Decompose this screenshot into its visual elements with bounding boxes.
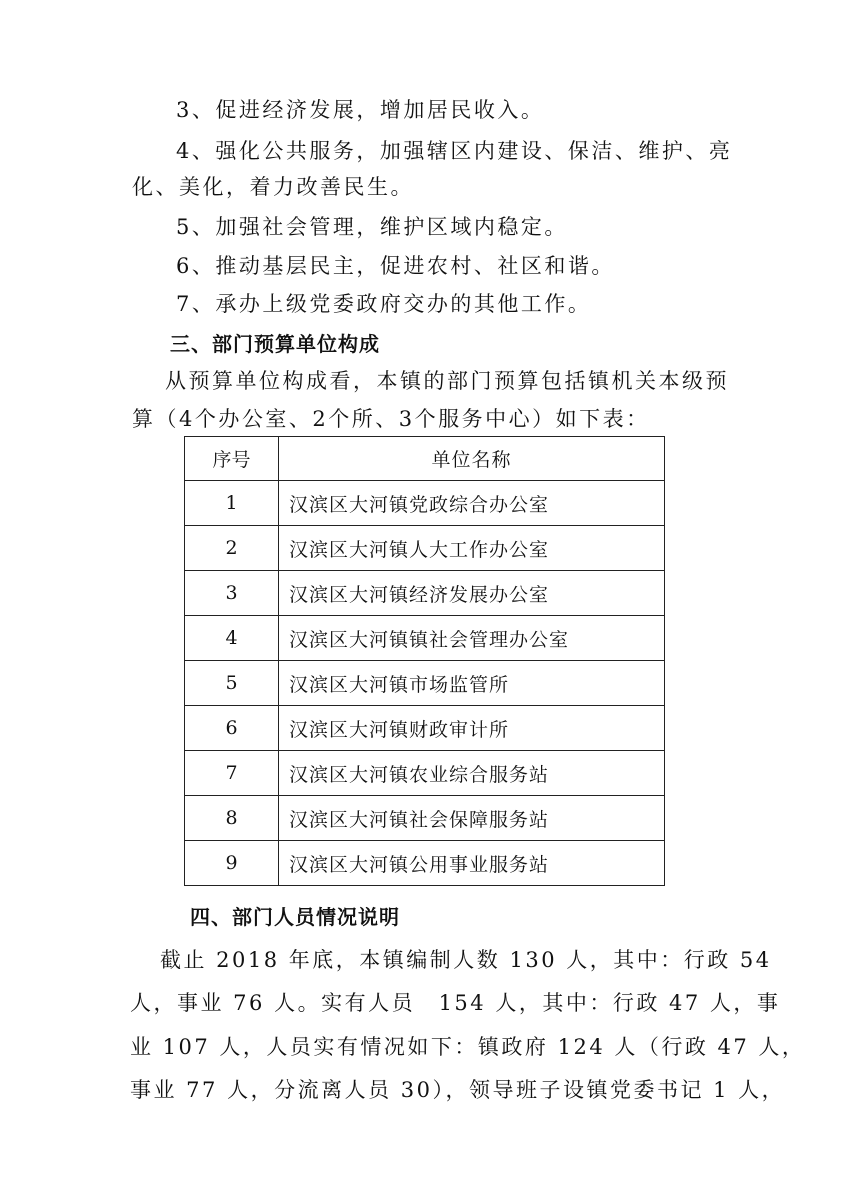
unit-name: 汉滨区大河镇镇社会管理办公室 <box>279 616 665 661</box>
row-number: 3 <box>185 571 279 616</box>
row-number: 5 <box>185 661 279 706</box>
row-number: 4 <box>185 616 279 661</box>
paragraph-item-4: 4、强化公共服务，加强辖区内建设、保洁、维护、亮 <box>176 139 733 163</box>
unit-name: 汉滨区大河镇市场监管所 <box>279 661 665 706</box>
row-number: 2 <box>185 526 279 571</box>
section4-line3: 业 107 人，人员实有情况如下：镇政府 124 人（行政 47 人， <box>130 1035 806 1059</box>
paragraph-item-6: 6、推动基层民主，促进农村、社区和谐。 <box>176 254 615 278</box>
paragraph-item-7: 7、承办上级党委政府交办的其他工作。 <box>176 292 592 316</box>
table-header-no: 序号 <box>185 437 279 481</box>
section-heading-3: 三、部门预算单位构成 <box>170 332 380 356</box>
section4-line4: 事业 77 人，分流离人员 30），领导班子设镇党委书记 1 人， <box>130 1078 786 1102</box>
table-row <box>185 796 665 841</box>
unit-name: 汉滨区大河镇党政综合办公室 <box>279 481 665 526</box>
section3-intro-line2: 算（4个办公室、2个所、3个服务中心）如下表： <box>132 407 650 431</box>
paragraph-item-4-continued: 化、美化，着力改善民生。 <box>132 175 414 199</box>
section3-intro-line1: 从预算单位构成看，本镇的部门预算包括镇机关本级预 <box>165 369 729 393</box>
section-heading-4: 四、部门人员情况说明 <box>190 905 400 929</box>
row-number: 8 <box>185 796 279 841</box>
unit-name: 汉滨区大河镇社会保障服务站 <box>279 796 665 841</box>
section4-line1: 截止 2018 年底，本镇编制人数 130 人，其中：行政 54 <box>160 948 772 972</box>
unit-name: 汉滨区大河镇公用事业服务站 <box>279 841 665 886</box>
row-number: 1 <box>185 481 279 526</box>
unit-name: 汉滨区大河镇农业综合服务站 <box>279 751 665 796</box>
table-row <box>185 841 665 886</box>
table-row <box>185 481 665 526</box>
budget-units-table <box>184 436 665 886</box>
paragraph-item-5: 5、加强社会管理，维护区域内稳定。 <box>176 215 568 239</box>
table-row <box>185 706 665 751</box>
paragraph-item-3: 3、促进经济发展，增加居民收入。 <box>176 98 545 122</box>
unit-name: 汉滨区大河镇财政审计所 <box>279 706 665 751</box>
table-row <box>185 616 665 661</box>
table-row <box>185 526 665 571</box>
row-number: 6 <box>185 706 279 751</box>
table-row <box>185 661 665 706</box>
section4-line2: 人，事业 76 人。实有人员 154 人，其中：行政 47 人，事 <box>130 991 781 1015</box>
table-row <box>185 751 665 796</box>
unit-name: 汉滨区大河镇经济发展办公室 <box>279 571 665 616</box>
unit-name: 汉滨区大河镇人大工作办公室 <box>279 526 665 571</box>
table-header-name: 单位名称 <box>279 437 665 481</box>
row-number: 9 <box>185 841 279 886</box>
row-number: 7 <box>185 751 279 796</box>
table-row <box>185 571 665 616</box>
table-header-row <box>185 437 665 481</box>
